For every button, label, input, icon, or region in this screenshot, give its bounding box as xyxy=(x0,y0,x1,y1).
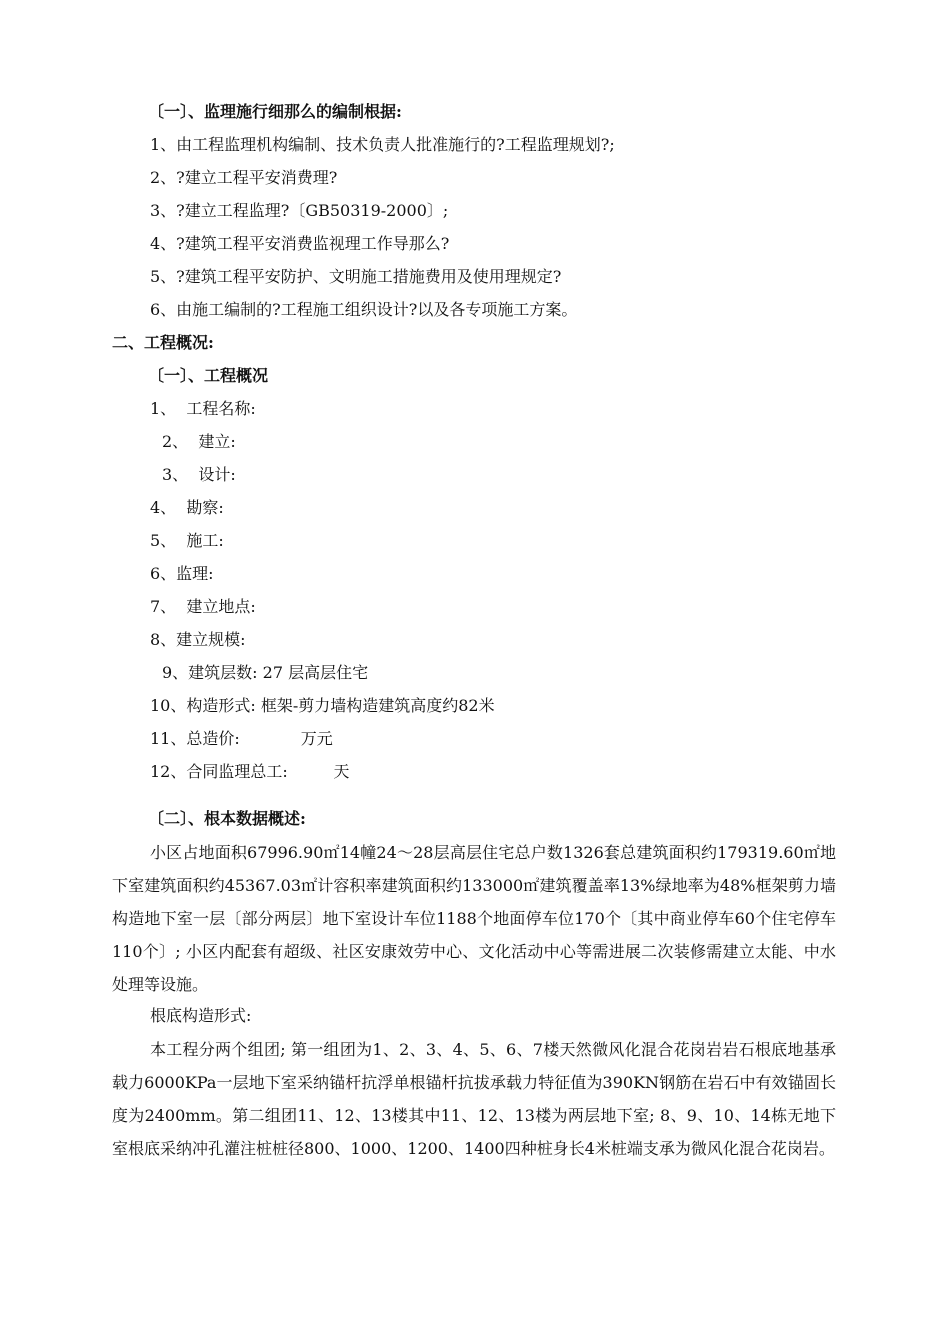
overview-item-7: 7、 建立地点: xyxy=(150,597,256,616)
data-paragraph: 小区占地面积67996.90㎡14幢24～28层高层住宅总户数1326套总建筑面积约179319.60㎡地下室建筑面积约45367.03㎡计容积率建筑面积约133000㎡建筑覆盖率13%绿地率为48%框架剪力墙构造地下室一层〔部分两层〕地下室设计车位1188个地面停车位170个〔其中商业停车60个住宅停车110个〕; 小区内配套有超级、社区安康效劳中心、文化活动中心等需进展二次装修需建立太能、中水处理等设施。 xyxy=(112,843,836,994)
basis-heading: 〔一〕、监理施行细那么的编制根据: xyxy=(148,102,402,121)
foundation-label: 根底构造形式: xyxy=(150,1006,252,1025)
overview-item-8: 8、建立规模: xyxy=(150,630,246,649)
basis-item-4: 4、?建筑工程平安消费监视理工作导那么? xyxy=(150,234,450,253)
overview-item-11: 11、总造价: 万元 xyxy=(150,729,333,748)
basis-item-6: 6、由施工编制的?工程施工组织设计?以及各专项施工方案。 xyxy=(150,300,578,319)
basis-item-5: 5、?建筑工程平安防护、文明施工措施费用及使用理规定? xyxy=(150,267,562,286)
foundation-paragraph: 本工程分两个组团; 第一组团为1、2、3、4、5、6、7楼天然微风化混合花岗岩岩石根底地基承载力6000KPa一层地下室采纳锚杆抗浮单根锚杆抗拔承载力特征值为390KN钢筋在岩石中有效锚固长度为2400mm。第二组团11、12、13楼其中11、12、13楼为两层地下室; 8、9、10、14栋无地下室根底采纳冲孔灌注桩桩径800、1000、1200、1400四种桩身长4米桩端支承为微风化混合花岗岩。 xyxy=(112,1040,836,1158)
overview-heading: 二、工程概况: xyxy=(112,333,214,352)
overview-item-2: 2、 建立: xyxy=(162,432,236,451)
overview-item-5: 5、 施工: xyxy=(150,531,224,550)
overview-item-1: 1、 工程名称: xyxy=(150,399,256,418)
basis-item-3: 3、?建立工程监理?〔GB50319-2000〕; xyxy=(150,201,449,220)
overview-item-12: 12、合同监理总工: 天 xyxy=(150,762,350,781)
overview-item-9: 9、建筑层数: 27 层高层住宅 xyxy=(162,663,369,682)
overview-item-3: 3、 设计: xyxy=(162,465,236,484)
data-heading: 〔二〕、根本数据概述: xyxy=(148,809,306,828)
overview-subheading: 〔一〕、工程概况 xyxy=(148,366,269,385)
overview-item-10: 10、构造形式: 框架-剪力墙构造建筑高度约82米 xyxy=(150,696,495,715)
overview-item-4: 4、 勘察: xyxy=(150,498,224,517)
basis-item-2: 2、?建立工程平安消费理? xyxy=(150,168,338,187)
overview-item-6: 6、监理: xyxy=(150,564,214,583)
basis-item-1: 1、由工程监理机构编制、技术负责人批准施行的?工程监理规划?; xyxy=(150,135,615,154)
